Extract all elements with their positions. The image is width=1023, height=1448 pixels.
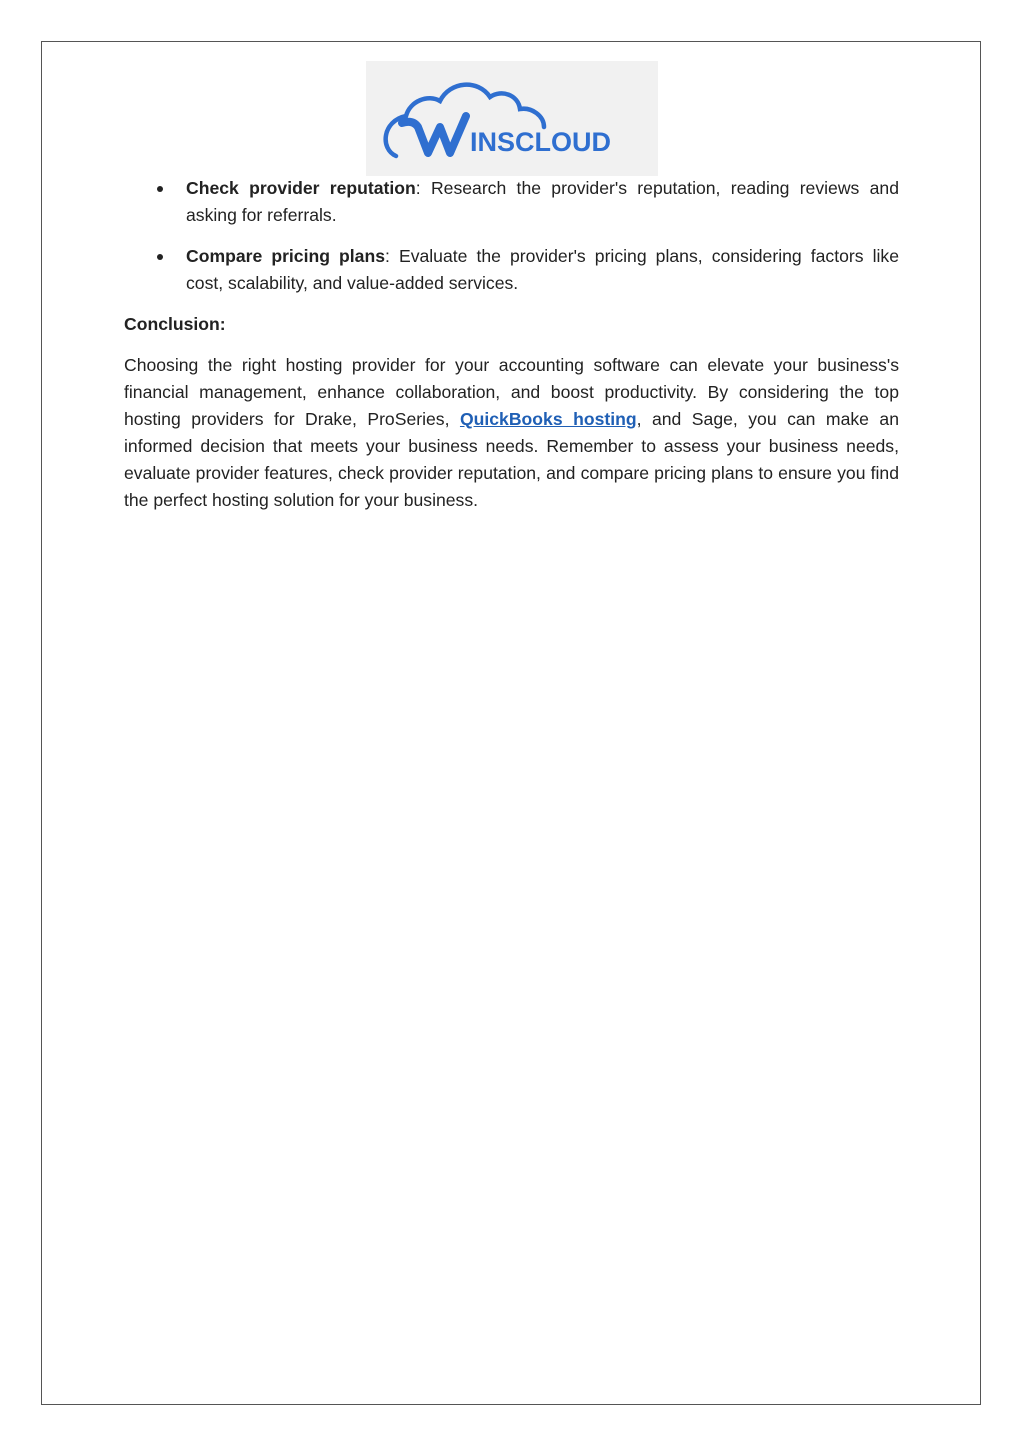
list-item: [124, 175, 899, 229]
document-body: [124, 175, 899, 514]
bullet-separator: :: [385, 246, 399, 266]
bullet-text: Evaluate the provider's pricing plans, considering factors like cost, scalability, and value-added services.: [186, 246, 899, 293]
conclusion-paragraph: [124, 352, 899, 514]
bullet-dot-icon: [157, 254, 163, 260]
quickbooks-hosting-link[interactable]: QuickBooks hosting: [459, 409, 637, 429]
logo-wordmark: INSCLOUD: [470, 127, 611, 157]
cloud-icon: [366, 61, 658, 176]
bullet-dot-icon: [157, 186, 163, 192]
bullet-separator: :: [415, 178, 431, 198]
bullet-title: Compare pricing plans: [186, 246, 385, 266]
bullet-text: Research the provider's reputation, reading reviews and asking for referrals.: [186, 178, 899, 225]
conclusion-heading: Conclusion:: [124, 314, 226, 334]
bullet-title: Check provider reputation: [186, 178, 416, 198]
list-item: [124, 243, 899, 297]
conclusion-text-part-2: , and Sage, you can make an informed decision that meets your business needs. Remember to assess your business needs, evaluate provider features, check provider reputation, and compare pricing plans to ensure you find the perfect hosting solution for your business.: [124, 409, 899, 510]
conclusion-text-part-1: Choosing the right hosting provider for your accounting software can elevate your business's financial management, enhance collaboration, and boost productivity. By considering the top hosting providers for Drake, ProSeries,: [124, 355, 899, 429]
winscloud-logo: [366, 61, 658, 176]
bullet-list: [124, 175, 899, 297]
